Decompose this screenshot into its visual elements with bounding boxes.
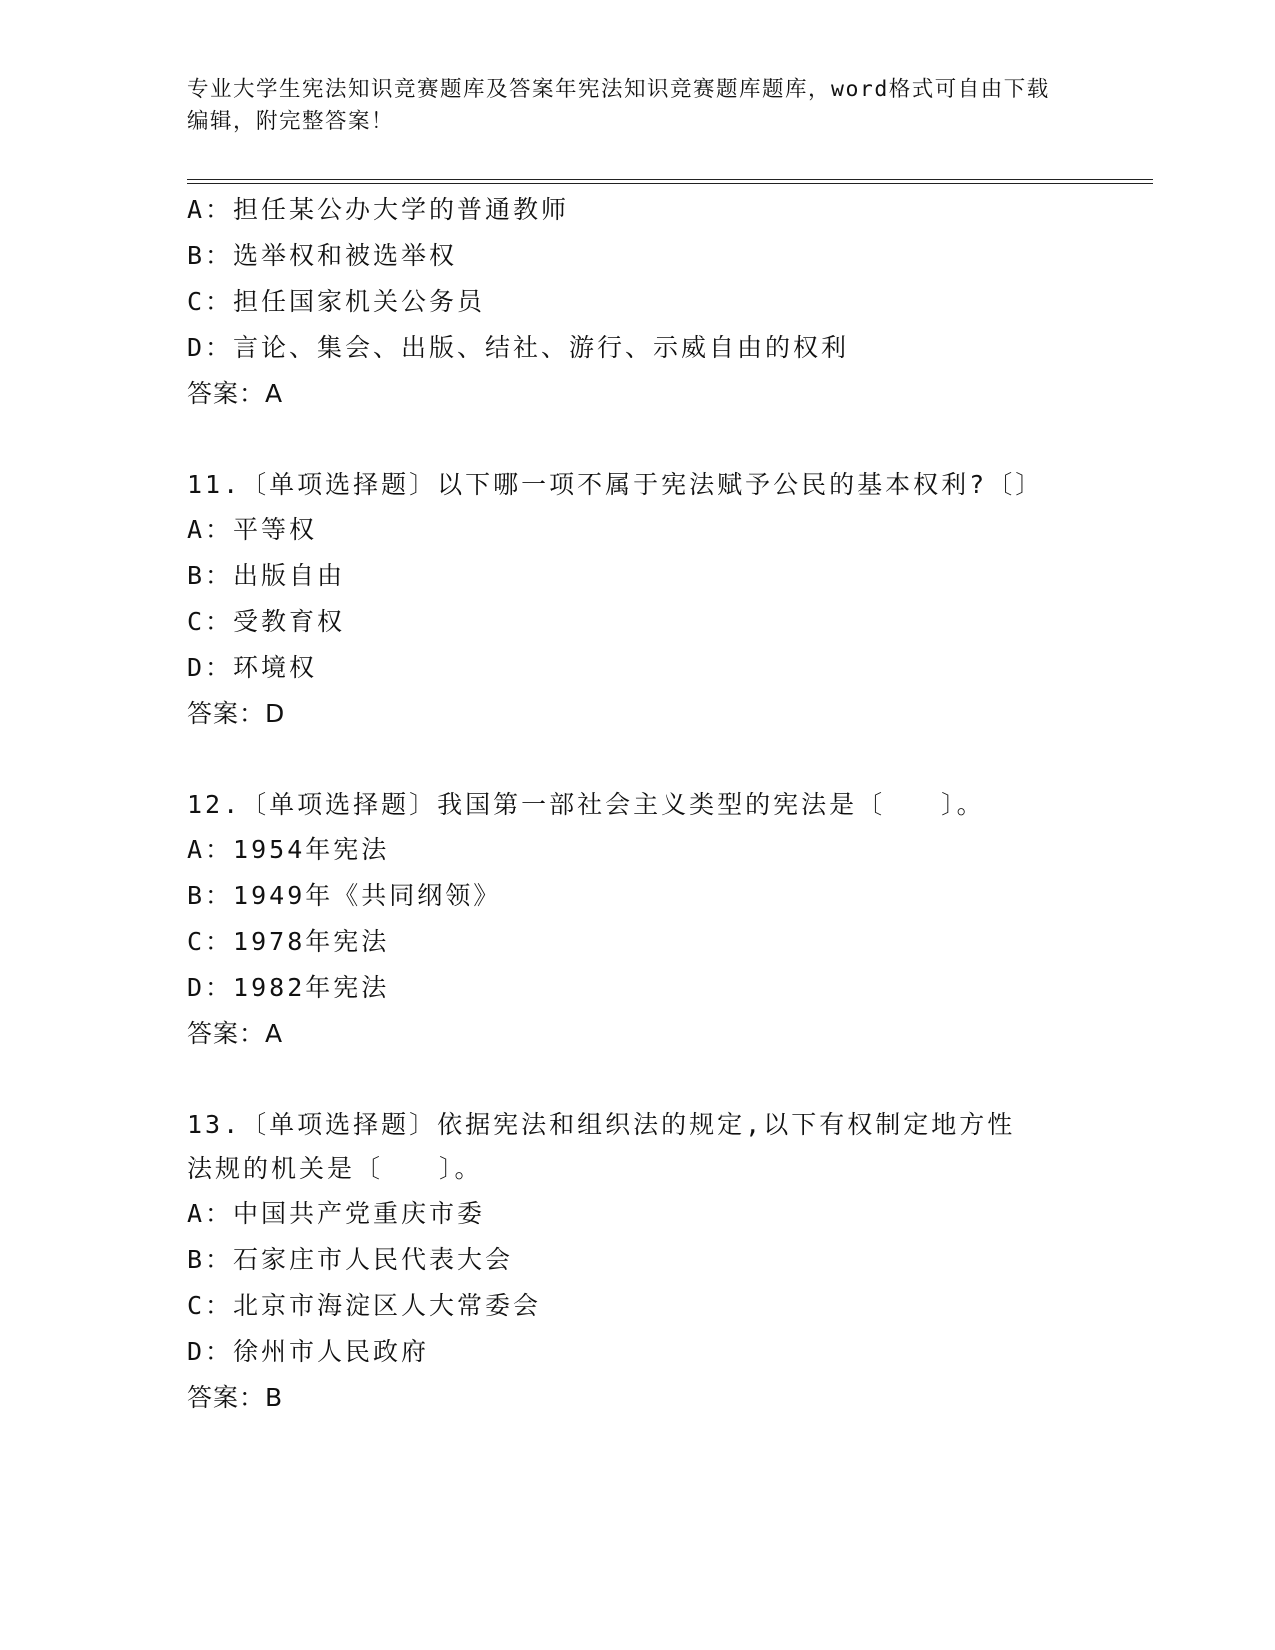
question-11 [187, 463, 1067, 737]
question-list [187, 187, 1067, 1421]
option-d: D：环境权 [187, 653, 318, 682]
option-d: D：言论、集会、出版、结社、游行、示威自由的权利 [187, 333, 850, 362]
option-a: A：1954年宪法 [187, 835, 390, 864]
option-c: C：受教育权 [187, 607, 346, 636]
spacer [187, 737, 1067, 783]
document-intro: 专业大学生宪法知识竞赛题库及答案年宪法知识竞赛题库题库，word格式可自由下载编辑，附完整答案！ [187, 77, 1050, 134]
option-c: C：担任国家机关公务员 [187, 287, 486, 316]
option-c: C：1978年宪法 [187, 927, 390, 956]
option-b: B：1949年《共同纲领》 [187, 881, 502, 910]
answer-line: 答案：A [187, 1019, 284, 1048]
question-13 [187, 1103, 1067, 1421]
option-d: D：徐州市人民政府 [187, 1337, 430, 1366]
spacer [187, 1057, 1067, 1103]
question-10-tail [187, 187, 1067, 417]
option-b: B：出版自由 [187, 561, 346, 590]
option-c: C：北京市海淀区人大常委会 [187, 1291, 542, 1320]
question-text: 13.〔单项选择题〕依据宪法和组织法的规定,以下有权制定地方性法规的机关是〔 〕。 [187, 1110, 1016, 1183]
header-divider-thick [187, 183, 1153, 184]
answer-line: 答案：D [187, 699, 286, 728]
question-text: 12.〔单项选择题〕我国第一部社会主义类型的宪法是〔 〕。 [187, 790, 985, 819]
option-b: B：石家庄市人民代表大会 [187, 1245, 514, 1274]
spacer [187, 417, 1067, 463]
answer-line: 答案：B [187, 1383, 284, 1412]
option-a: A：平等权 [187, 515, 318, 544]
option-b: B：选举权和被选举权 [187, 241, 458, 270]
option-d: D：1982年宪法 [187, 973, 390, 1002]
option-a: A：中国共产党重庆市委 [187, 1199, 486, 1228]
question-text: 11.〔单项选择题〕以下哪一项不属于宪法赋予公民的基本权利?〔〕 [187, 470, 1044, 499]
answer-line: 答案：A [187, 379, 284, 408]
question-12 [187, 783, 1067, 1057]
option-a: A：担任某公办大学的普通教师 [187, 195, 570, 224]
header-divider-thin [187, 179, 1153, 180]
